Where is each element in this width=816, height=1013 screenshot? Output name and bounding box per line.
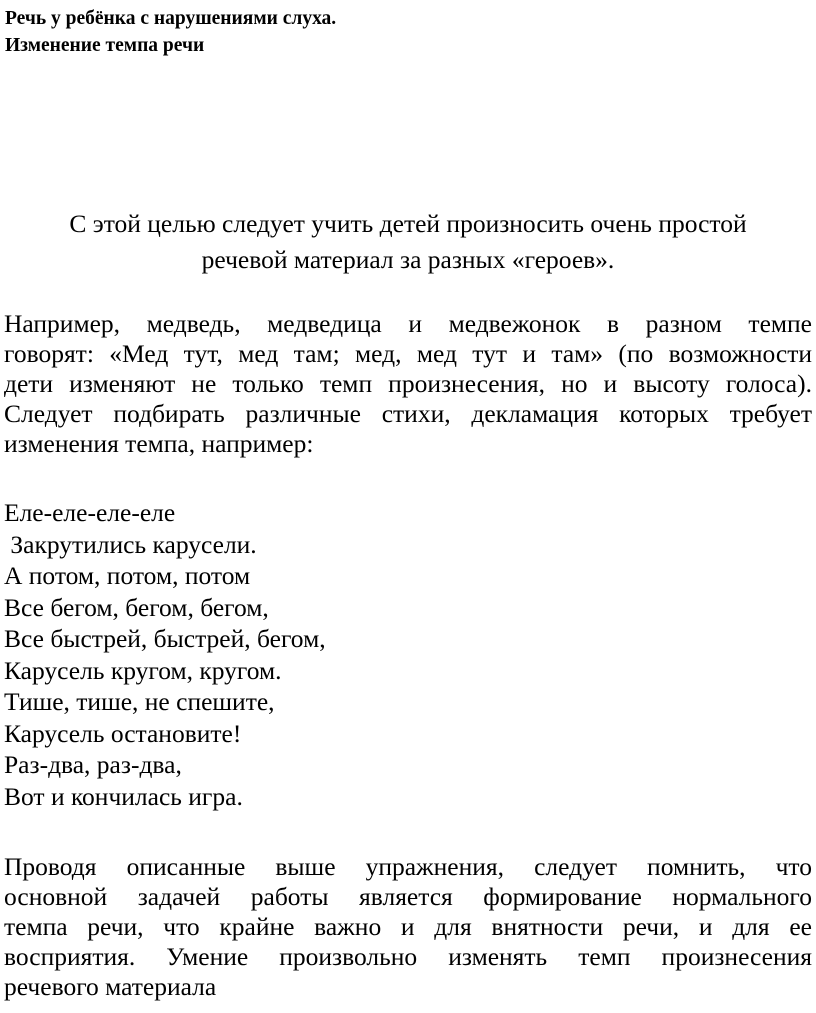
poem-line: Все быстрей, быстрей, бегом, — [4, 624, 326, 653]
paragraph-line: Например, медведь, медведица и медвежонок в разном темпе — [4, 309, 812, 338]
header-title-line-1: Речь у ребёнка с нарушениями слуха. — [5, 8, 337, 29]
paragraph-line: изменения темпа, например: — [4, 429, 314, 458]
paragraph-line: дети изменяют не только темп произнесения, но и высоту голоса). — [4, 369, 812, 398]
poem-line: Все бегом, бегом, бегом, — [4, 592, 269, 622]
poem-line: Вот и кончилась игра. — [4, 781, 243, 811]
poem-line: Карусель остановите! — [4, 718, 242, 748]
paragraph-line: восприятия. Умение произвольно изменять темп произнесения — [4, 942, 812, 971]
paragraph-line: говорят: «Мед тут, мед там; мед, мед тут и там» (по возможности — [4, 339, 812, 368]
poem — [4, 497, 812, 812]
poem-line: Закрутились карусели. — [4, 529, 257, 559]
poem-line: Еле-еле-еле-еле — [4, 498, 176, 527]
poem-line: А потом, потом, потом — [4, 561, 251, 590]
paragraph-line: Проводя описанные выше упражнения, следует помнить, что — [4, 852, 812, 881]
paragraph-conclusion — [4, 852, 812, 1002]
header-title-line-2: Изменение темпа речи — [5, 35, 205, 56]
intro-line-2: речевой материал за разных «героев». — [201, 244, 615, 274]
document-header — [5, 5, 336, 59]
paragraph-line: основной задачей работы является формирование нормального — [4, 882, 812, 911]
intro-line-1: С этой целью следует учить детей произносить очень простой — [69, 209, 747, 238]
poem-line: Тише, тише, не спешите, — [4, 687, 275, 716]
paragraph-example-tempo — [4, 309, 812, 459]
paragraph-line: Следует подбирать различные стихи, декламация которых требует — [4, 399, 812, 428]
paragraph-line: темпа речи, что крайне важно и для внятности речи, и для ее — [4, 912, 812, 941]
paragraph-line: речевого материала — [4, 972, 217, 1001]
intro-paragraph — [0, 206, 816, 277]
poem-line: Раз-два, раз-два, — [4, 750, 182, 779]
poem-line: Карусель кругом, кругом. — [4, 655, 282, 685]
